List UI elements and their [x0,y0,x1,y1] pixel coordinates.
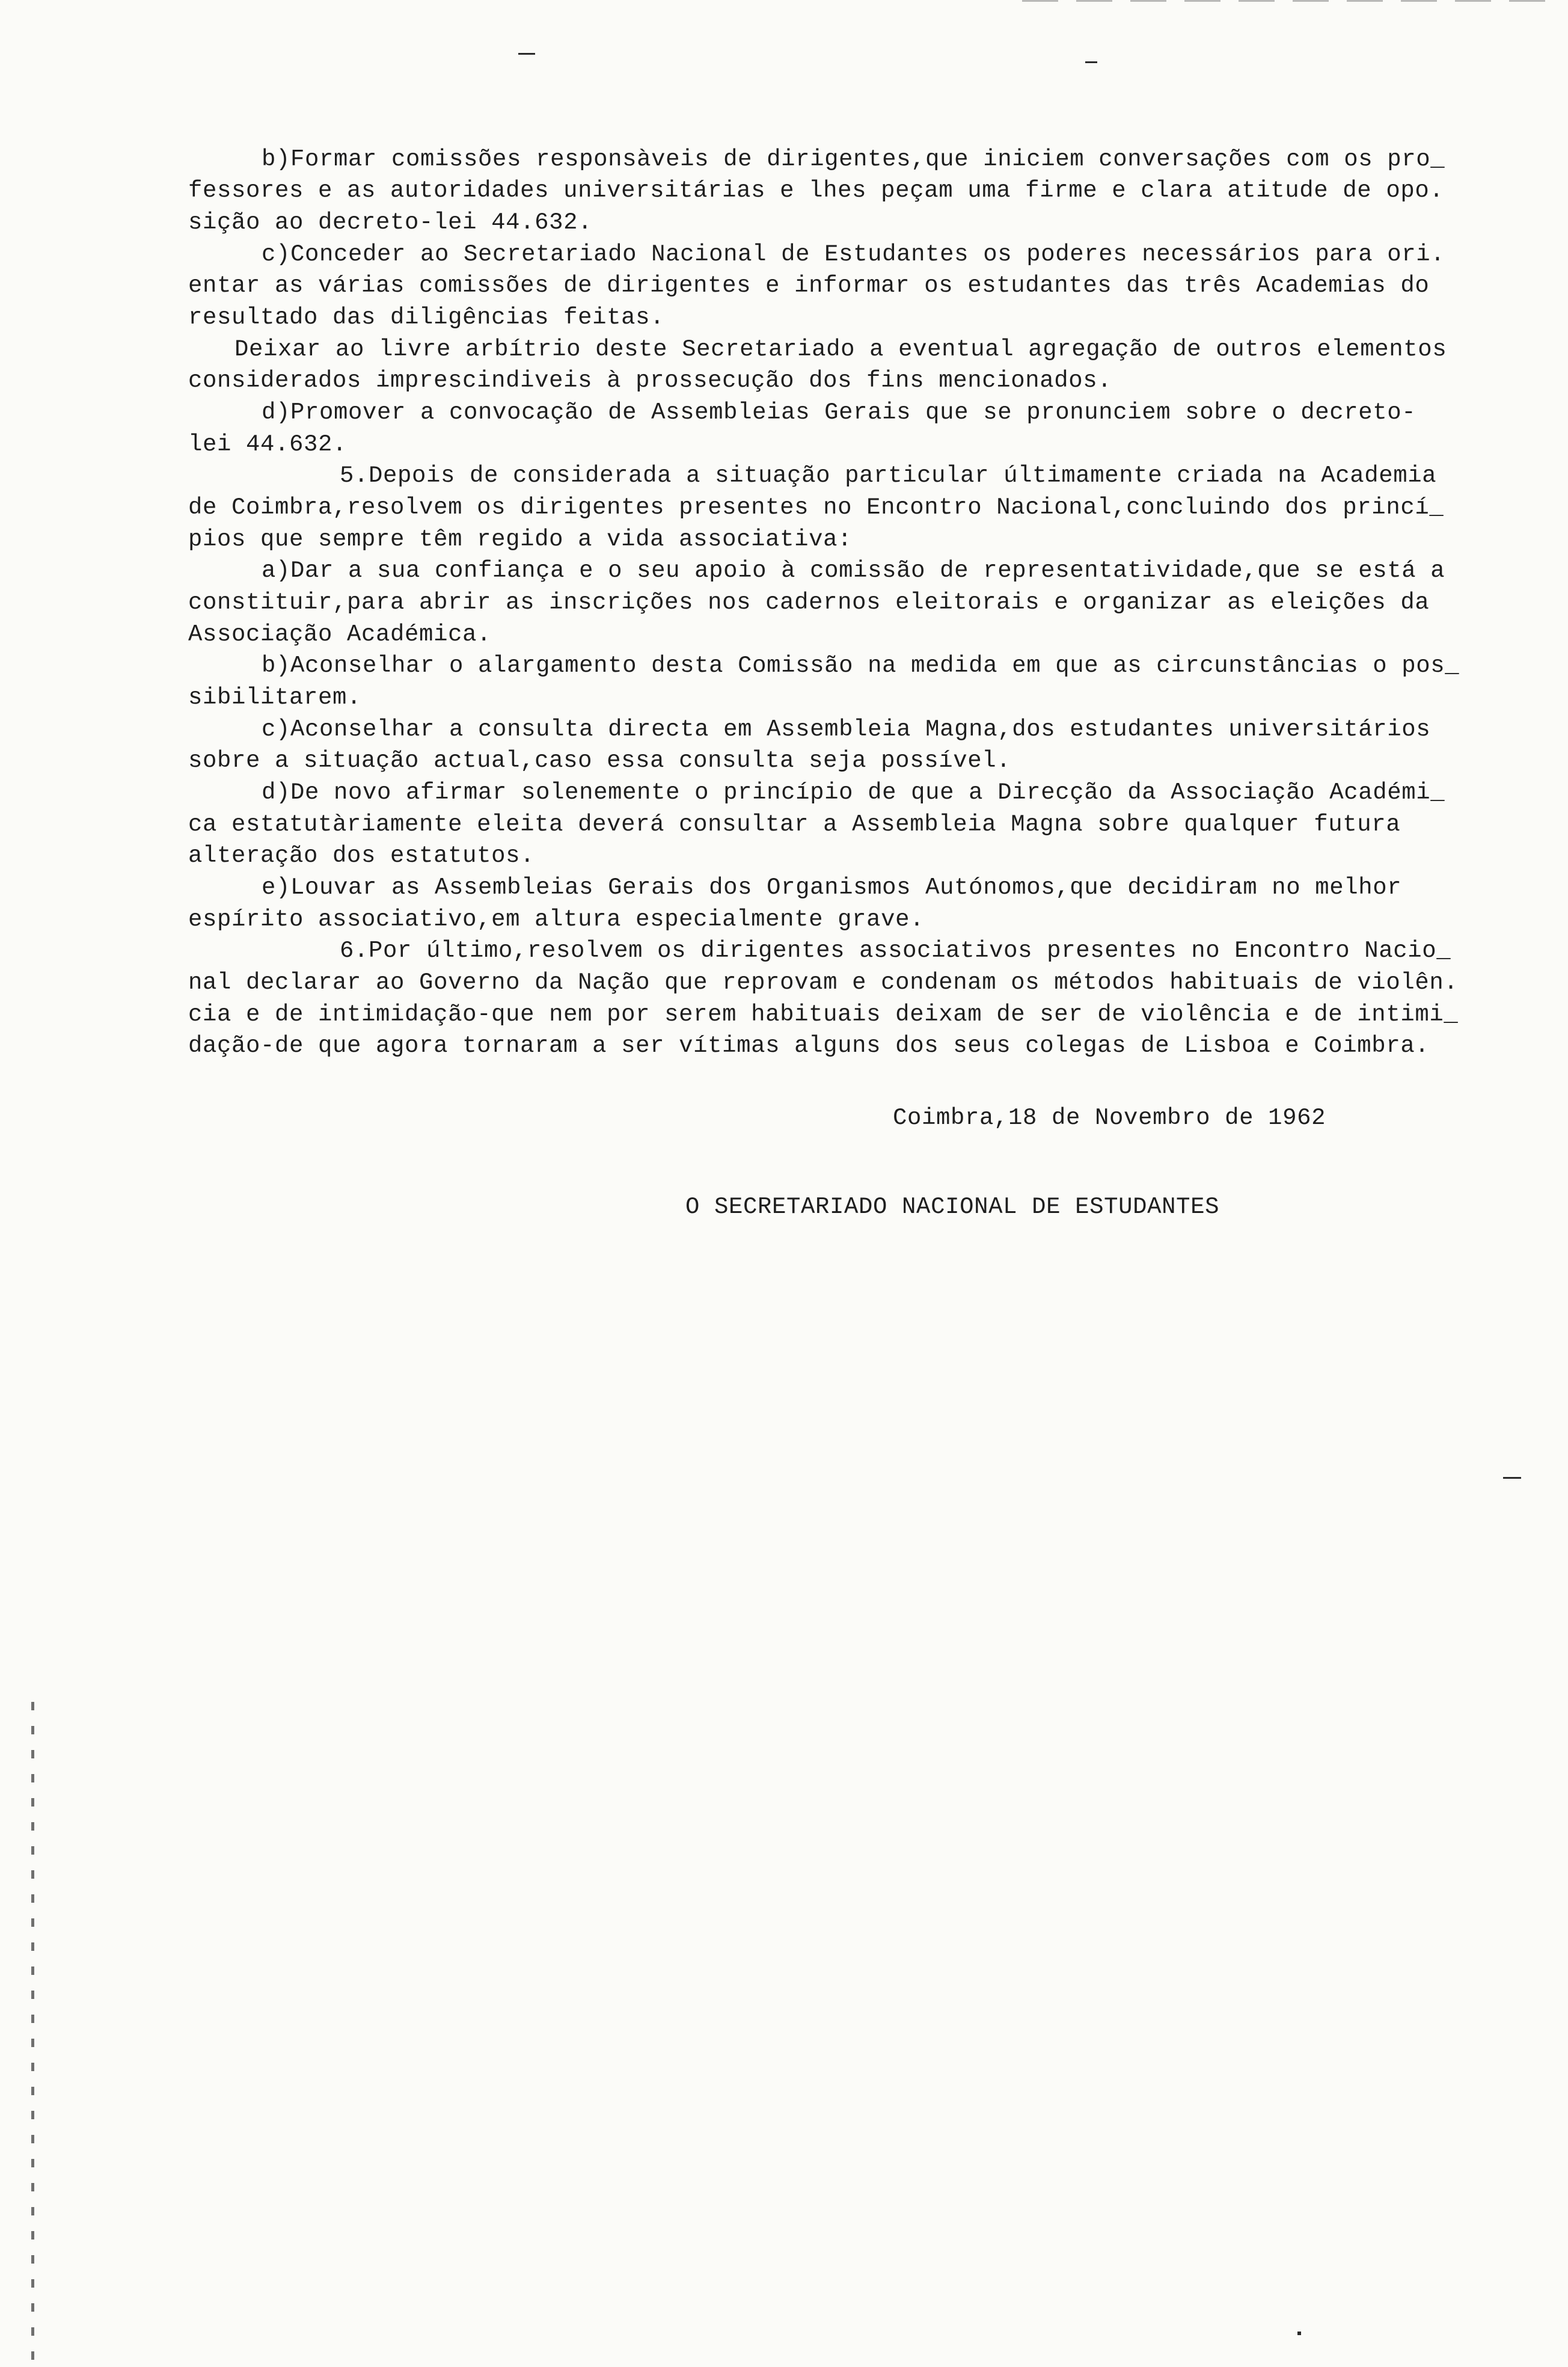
text-line: b)Formar comissões responsàveis de dirigentes,que iniciem conversações com os pro_ [262,146,1445,173]
text-line: entar as várias comissões de dirigentes e informar os estudantes das três Academias do [188,272,1430,299]
text-line: e)Louvar as Assembleias Gerais dos Organismos Autónomos,que decidiram no melhor [262,874,1402,901]
text-line: c)Conceder ao Secretariado Nacional de Estudantes os poderes necessários para ori. [262,241,1445,268]
text-line: sobre a situação actual,caso essa consulta seja possível. [188,748,1011,774]
text-line: a)Dar a sua confiança e o seu apoio à comissão de representatividade,que se está a [262,557,1445,584]
text-line: c)Aconselhar a consulta directa em Assembleia Magna,dos estudantes universitários [262,716,1431,743]
document-date: Coimbra,18 de Novembro de 1962 [893,1105,1326,1131]
scan-top-edge [1022,0,1563,2]
scan-left-edge [31,1702,34,2363]
text-line: d)De novo afirmar solenemente o princípio de que a Direcção da Associação Académi_ [262,779,1445,806]
text-line: ca estatutàriamente eleita deverá consultar a Assembleia Magna sobre qualquer futura [188,811,1401,838]
scan-speck [518,53,535,55]
text-line: cia e de intimidação-que nem por serem habituais deixam de ser de violência e de intimi_ [188,1001,1459,1028]
scan-speck [1297,2332,1301,2335]
text-line: alteração dos estatutos. [188,843,535,869]
text-line: d)Promover a convocação de Assembleias Gerais que se pronunciem sobre o decreto- [262,399,1416,426]
text-line: lei 44.632. [188,431,348,458]
text-line: nal declarar ao Governo da Nação que reprovam e condenam os métodos habituais de violên. [188,969,1459,996]
text-line: 5.Depois de considerada a situação particular últimamente criada na Academia [340,462,1437,489]
text-line: considerados imprescindiveis à prossecução dos fins mencionados. [188,367,1112,394]
text-line: constituir,para abrir as inscrições nos cadernos eleitorais e organizar as eleições da [188,589,1430,616]
text-line: sição ao decreto-lei 44.632. [188,209,593,236]
text-line: fessores e as autoridades universitárias e lhes peçam uma firme e clara atitude de opo. [188,177,1444,204]
text-line: resultado das diligências feitas. [188,304,665,331]
text-line: dação-de que agora tornaram a ser vítimas alguns dos seus colegas de Lisboa e Coimbra. [188,1033,1430,1059]
text-line: Deixar ao livre arbítrio deste Secretariado a eventual agregação de outros elementos [234,336,1447,363]
text-line: b)Aconselhar o alargamento desta Comissão na medida em que as circunstâncias o pos_ [262,652,1460,679]
text-line: de Coimbra,resolvem os dirigentes presentes no Encontro Nacional,concluindo dos princí_ [188,494,1444,521]
scan-speck [1085,61,1097,63]
text-line: espírito associativo,em altura especialmente grave. [188,906,925,933]
scan-speck [1503,1477,1521,1479]
text-line: sibilitarem. [188,684,362,711]
text-line: Associação Académica. [188,621,492,648]
text-line: 6.Por último,resolvem os dirigentes associativos presentes no Encontro Nacio_ [340,938,1451,964]
text-line: pios que sempre têm regido a vida associativa: [188,526,853,553]
signature-line: O SECRETARIADO NACIONAL DE ESTUDANTES [685,1194,1220,1220]
